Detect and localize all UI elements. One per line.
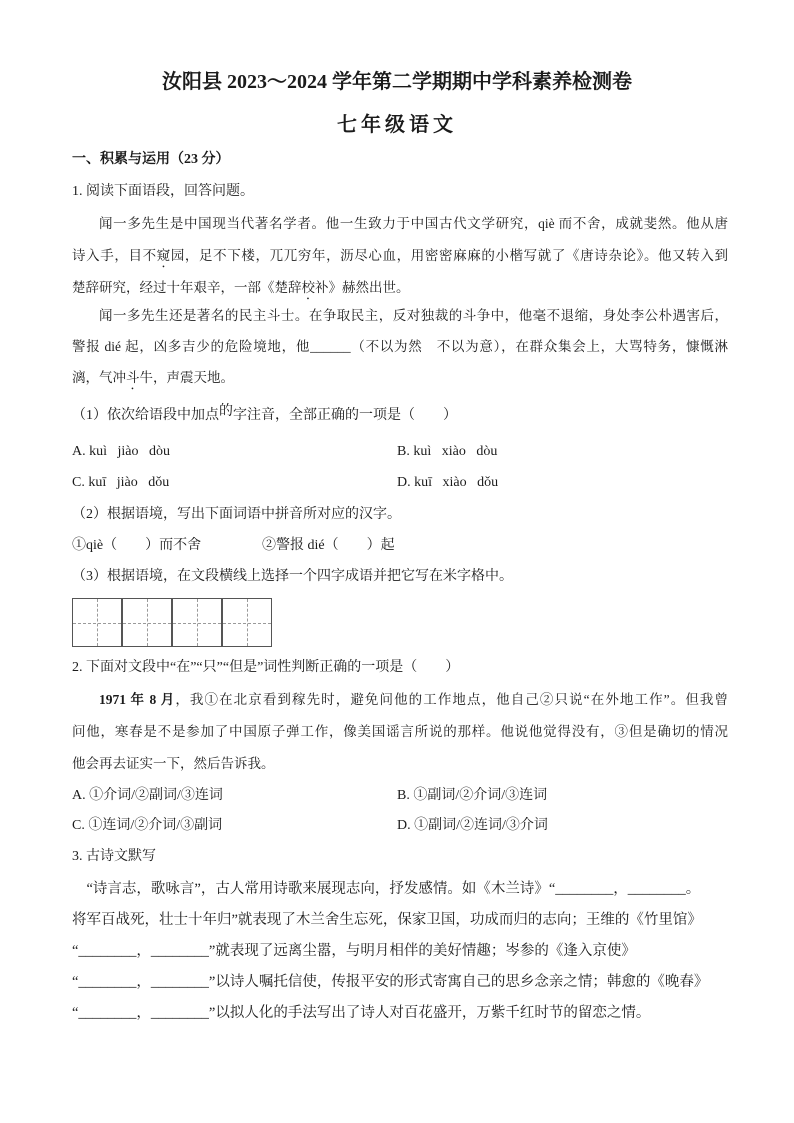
question-1-stem: 1. 阅读下面语段，回答问题。 [72,184,254,199]
passage-text: 园，足不下楼，兀兀穷年，沥尽心血，用密密麻麻的小楷写就了《唐诗杂论》。他又转入到 [170,248,729,263]
dotted-character: 斗 [126,370,140,385]
passage-text: 闻一多先生还是著名的民主斗士。在争取民主，反对独裁的斗争中，他毫不退缩，身处李公朴遇害后， [99,308,728,323]
passage-line [72,689,728,711]
sub-question-1-prompt [72,405,728,427]
question-2-stem: 2. 下面对文段中“在”“只”“但是”词性判断正确的一项是（ ） [72,660,460,675]
passage-line [72,367,728,389]
passage-text: 牛，声震天地。 [139,370,234,385]
passage-line [72,277,728,299]
recitation-line: 将军百战死，壮士十年归”就表现了木兰舍生忘死，保家卫国，功成而归的志向；王维的《竹里馆》 [72,912,702,928]
passage-line [72,213,728,235]
fill-in-item-2: ②警报 dié（ ）起 [262,538,395,553]
passage-line [72,336,728,358]
recitation-line: “________，________”以拟人化的手法写出了诗人对百花盛开，万紫千红时节的留恋之情。 [72,1005,651,1021]
passage-text: 问他，寒春是不是参加了中国原子弹工作，像美国谣言所说的那样。他说他觉得没有，③但是确切的情况 [72,724,728,739]
passage-text: 闻一多先生是中国现当代著名学者。他一生致力于中国古代文学研究，qiè 而不舍，成就斐然。他从唐 [99,216,728,231]
exam-subtitle: 七年级语文 [337,114,457,136]
prompt-text: 的 [219,404,233,419]
passage-text: 漓，气冲 [72,370,126,385]
prompt-text: 字注音，全部正确的一项是（ ） [233,408,457,423]
dotted-character: 窥 [156,248,171,263]
passage-text: 警报 dié 起，凶多吉少的危险境地，他 [72,339,311,354]
recitation-line: “________，________”以诗人嘱托信使，传报平安的形式寄寓自己的思乡念亲之情；韩愈的《晚春》 [72,974,709,990]
option-b: B. ①副词/②介词/③连词 [397,788,548,803]
recitation-line: “________，________”就表现了远离尘嚣，与明月相伴的美好情趣；岑参的《逢入京使》 [72,943,636,959]
writing-grid-cell [122,598,172,647]
passage-line [72,245,728,267]
passage-text: 楚辞研究，经过十年艰辛，一部《楚辞 [72,280,302,295]
passage-date: 1971 年 8 月 [99,692,176,707]
writing-grid-cell [172,598,222,647]
section-heading: 一、积累与运用（23 分） [72,152,230,167]
passage-text: ，我①在北京看到稼先时，避免问他的工作地点，他自己②只说“在外地工作”。但我曾 [175,692,729,707]
passage-text: 诗入手，目不 [72,248,157,263]
passage-line [72,721,728,743]
passage-text: （不以为然 不以为意），在群众集会上，大骂特务，慷慨淋 [350,339,728,354]
sub-question-3-prompt: （3）根据语境，在文段横线上选择一个四字成语并把它写在米字格中。 [72,569,513,584]
passage-line [72,753,728,775]
writing-grid-cell [222,598,272,647]
option-a: A. ①介词/②副词/③连词 [72,788,223,803]
sub-question-2-prompt: （2）根据语境，写出下面词语中拼音所对应的汉字。 [72,507,401,522]
fill-in-item-1: ①qiè（ ）而不舍 [72,538,202,553]
option-d: D. ①副词/②连词/③介词 [397,818,548,833]
option-c: C. kuī jiào dǒu [72,475,170,490]
option-c: C. ①连词/②介词/③副词 [72,818,223,833]
option-a: A. kuì jiào dòu [72,444,170,459]
option-d: D. kuī xiào dǒu [397,475,499,490]
option-b: B. kuì xiào dòu [397,444,498,459]
passage-text: 补》赫然出世。 [315,280,410,295]
passage-line [72,305,728,327]
prompt-text: （1）依次给语段中加点 [72,408,219,423]
recitation-line: “诗言志，歌咏言”，古人常用诗歌来展现志向，抒发感情。如《木兰诗》“________，________。 [86,881,701,897]
writing-grid [72,598,272,647]
exam-title: 汝阳县 2023～2024 学年第二学期期中学科素养检测卷 [162,71,632,93]
question-3-stem: 3. 古诗文默写 [72,849,156,864]
writing-grid-cell [72,598,122,647]
answer-blank: ______ [310,339,351,354]
dotted-character: 校 [301,280,315,295]
passage-text: 他会再去证实一下，然后告诉我。 [72,756,275,771]
